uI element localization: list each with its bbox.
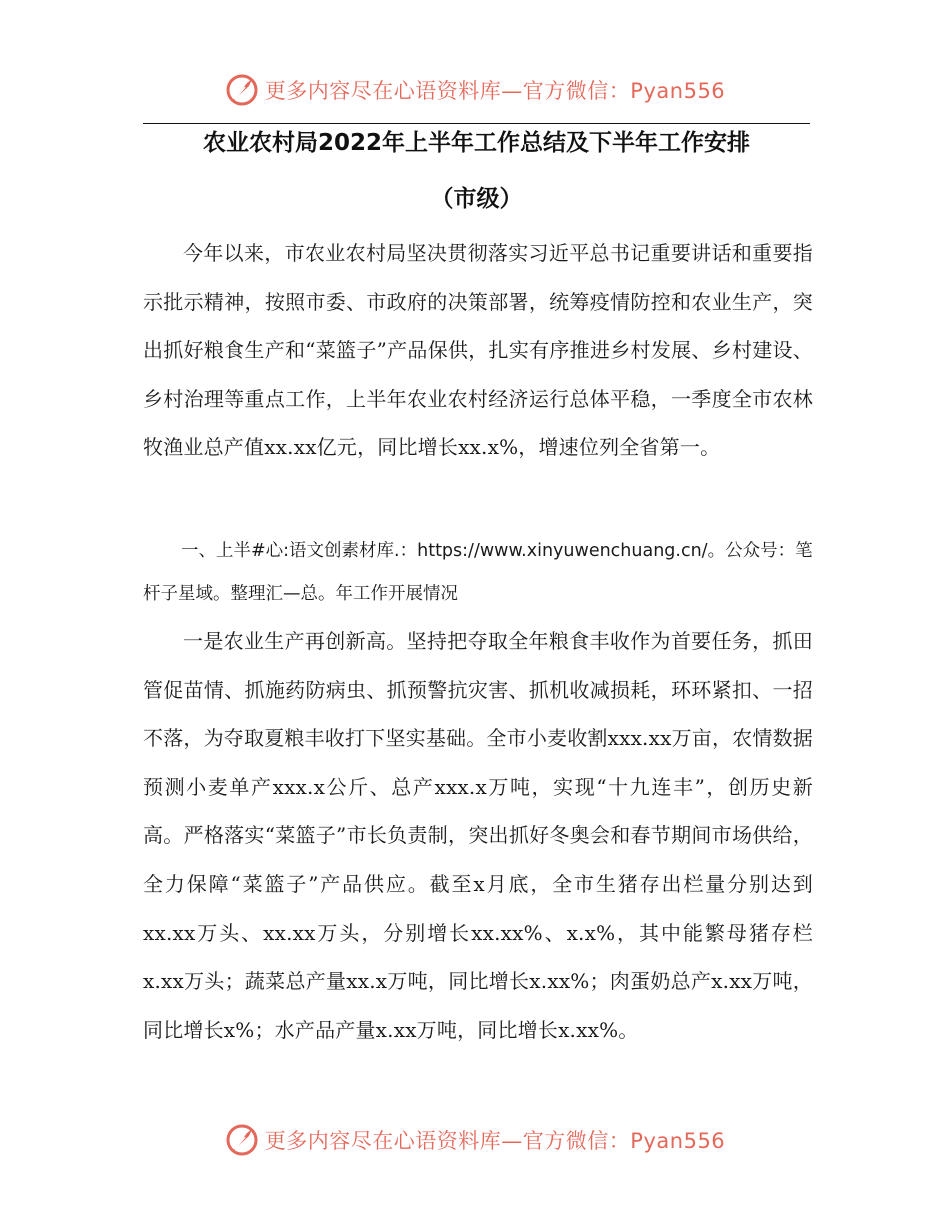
section-heading: 一、上半#心:语文创素材库.：https://www.xinyuwenchuang.cn/。公众号：笔杆子星域。整理汇—总。年工作开展情况	[143, 541, 813, 604]
header-banner-text: 更多内容尽在心语资料库—官方微信：Pyan556	[264, 79, 726, 103]
document-subtitle: （市级）	[430, 186, 523, 212]
quill-pen-logo-icon	[225, 73, 259, 107]
header-banner	[0, 68, 950, 112]
document-title: 农业农村局2022年上半年工作总结及下半年工作安排	[202, 130, 750, 156]
footer-banner-text: 更多内容尽在心语资料库—官方微信：Pyan556	[264, 1129, 726, 1153]
header-rule	[143, 123, 810, 124]
intro-paragraph: 今年以来，市农业农村局坚决贯彻落实习近平总书记重要讲话和重要指示批示精神，按照市委、市政府的决策部署，统筹疫情防控和农业生产，突出抓好粮食生产和“菜篮子”产品保供，扎实有序推进乡村发展、乡村建设、乡村治理等重点工作，上半年农业农村经济运行总体平稳，一季度全市农林牧渔业总产值xx.xx亿元，同比增长xx.x%，增速位列全省第一。	[143, 241, 813, 460]
quill-pen-logo-icon	[225, 1123, 259, 1157]
footer-banner	[0, 1118, 950, 1162]
agriculture-production-paragraph: 一是农业生产再创新高。坚持把夺取全年粮食丰收作为首要任务，抓田管促苗情、抓施药防病虫、抓预警抗灾害、抓机收减损耗，环环紧扣、一招不落，为夺取夏粮丰收打下坚实基础。全市小麦收割xxx.xx万亩，农情数据预测小麦单产xxx.x公斤、总产xxx.x万吨，实现“十九连丰”，创历史新高。严格落实“菜篮子”市长负责制，突出抓好冬奥会和春节期间市场供给，全力保障“菜篮子”产品供应。截至x月底，全市生猪存出栏量分别达到xx.xx万头、xx.xx万头，分别增长xx.xx%、x.x%，其中能繁母猪存栏x.xx万头；蔬菜总产量xx.x万吨，同比增长x.xx%；肉蛋奶总产x.xx万吨，同比增长x%；水产品产量x.xx万吨，同比增长x.xx%。	[143, 629, 813, 1042]
